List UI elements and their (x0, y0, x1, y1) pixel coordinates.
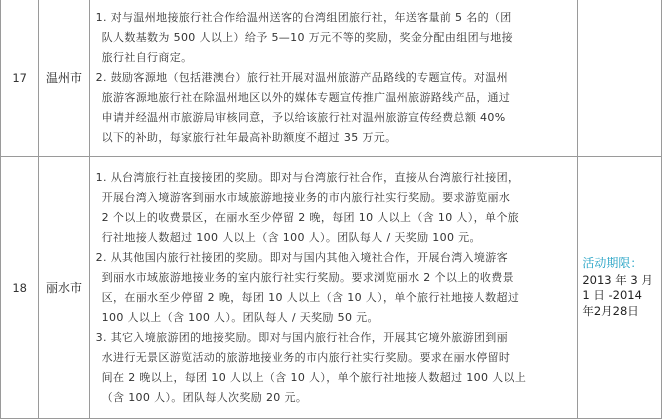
policy-line: 区，在丽水至少停留 2 晚，每团 10 人以上（含 10 人），单个旅行社地接人数超过 (101, 290, 520, 304)
policy-line: 2. 鼓励客源地（包括港澳台）旅行社开展对温州旅游产品路线的专题宣传。对温州 (95, 70, 508, 84)
table-row-lishui (1, 157, 662, 419)
policy-line: 旅游客源地旅行社在除温州地区以外的媒体专题宣传推广温州旅游路线产品，通过 (101, 90, 511, 104)
row-number: 17 (1, 0, 39, 157)
period-cell-empty (578, 0, 662, 157)
policy-line: 1. 对与温州地接旅行社合作给温州送客的台湾组团旅行社，年送客量前 5 名的（团 (95, 10, 512, 24)
policy-line: 3. 其它入境旅游团的地接奖励。即对与国内旅行社合作，开展其它境外旅游团到丽 (95, 330, 508, 344)
policy-line: （含 100 人）。团队每人次奖励 20 元。 (101, 390, 308, 404)
table-row-wenzhou (1, 0, 662, 157)
activity-period-line: 2013 年 3 月 (582, 272, 653, 287)
activity-period-line: 1 日 -2014 (582, 288, 642, 302)
policy-line: 行社地接人数超过 100 人以上（含 100 人）。团队每人 / 天奖励 100 元。 (101, 230, 481, 244)
city-name: 丽水市 (39, 157, 89, 419)
policy-content (89, 0, 578, 157)
policy-line: 1. 从台湾旅行社直接接团的奖励。即对与台湾旅行社合作，直接从台湾旅行社接团， (95, 170, 520, 184)
policy-line: 旅行社自行商定。 (101, 50, 193, 64)
row-number: 18 (1, 157, 39, 419)
activity-period-line: 年2月28日 (582, 303, 639, 318)
policy-line: 100 人以上（含 100 人）。团队每人 / 天奖励 50 元。 (101, 310, 379, 324)
policy-line: 2 个以上的收费景区，在丽水至少停留 2 晚，每团 10 人以上（含 10 人），单个旅 (101, 210, 520, 224)
policy-line: 2. 从其他国内旅行社接团的奖励。即对与国内其他入境社合作，开展台湾入境游客 (95, 250, 508, 264)
city-name: 温州市 (39, 0, 89, 157)
policy-line: 到丽水市域旅游地接业务的室内旅行社实行奖励。要求浏览丽水 2 个以上的收费景 (101, 270, 514, 284)
activity-period-label: 活动期限： (582, 256, 643, 270)
policy-content (89, 157, 578, 419)
activity-period (578, 157, 662, 419)
policy-line: 队人数基数为 500 人以上）给予 5—10 万元不等的奖励，奖金分配由组团与地接 (101, 30, 513, 44)
policy-line: 开展台湾入境游客到丽水市域旅游地接业务的市内旅行社实行奖励。要求游览丽水 (101, 190, 511, 204)
policy-line: 间在 2 晚以上，每团 10 人以上（含 10 人），单个旅行社地接人数超过 100 人以上 (101, 370, 527, 384)
policy-line: 水进行无景区游览活动的旅游地接业务的市内旅行社实行奖励。要求在丽水停留时 (101, 350, 511, 364)
policy-line: 以下的补助，每家旅行社年最高补助额度不超过 35 万元。 (101, 130, 397, 144)
policy-line: 申请并经温州市旅游局审核同意，予以给该旅行社对温州旅游宣传经费总额 40% (101, 110, 506, 124)
